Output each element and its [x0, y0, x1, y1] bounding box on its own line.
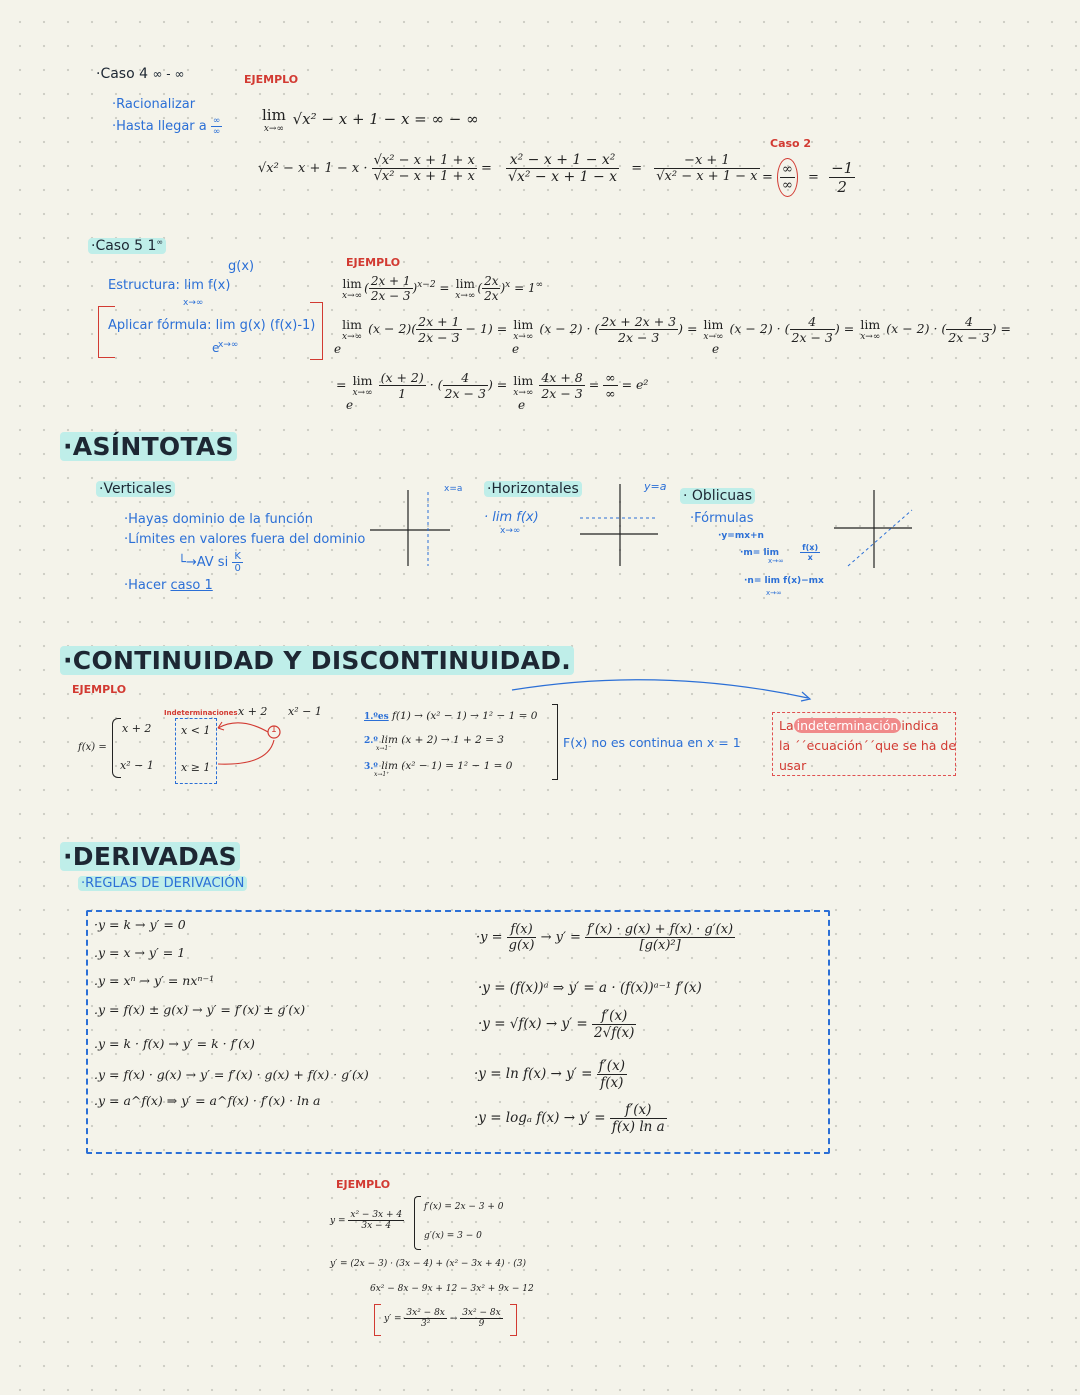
verticales-label: ·Verticales [96, 481, 175, 497]
horizontales-item1-sub: x→∞ [500, 526, 521, 536]
continuidad-step2-sub: x→1⁻ [376, 745, 392, 752]
derivadas-example-brace [414, 1196, 421, 1250]
caso5-row3-e2: e [518, 398, 526, 412]
piecewise-piece1: x + 2 [122, 722, 152, 735]
rule-power: .y = xⁿ → y′ = nxⁿ⁻¹ [94, 973, 215, 988]
rule-log: ·y = logₐ f(x) → y′ = $\frac{f'(x)}{\text{f(x) ln a}}$ [474, 1102, 665, 1135]
rule-identity: .y = x → y′ = 1 [94, 945, 186, 960]
rule-power-function: ·y = (f(x))ᵃ ⇒ y′ = a · (f(x))ᵃ⁻¹ f′(x) [478, 980, 702, 996]
caso5-row3-e1: e [346, 398, 354, 412]
continuidad-step2: 2.º lim (x + 2) → 1 + 2 = 3 [364, 734, 504, 746]
derivadas-subtitle: ·REGLAS DE DERIVACIÓN [78, 876, 247, 891]
header-piece1: x + 2 [238, 705, 268, 718]
oblicuas-n-sub: x→∞ [766, 589, 782, 597]
oblicuas-ymxn: ·y=mx+n [718, 531, 764, 541]
derivadas-example-function: y = $\frac{\text{x² − 3x + 4}}{3x - 4}$ [330, 1210, 403, 1231]
horizontales-item1: · lim f(x) [484, 510, 539, 525]
caso5-title: ·Caso 5 1∞ [88, 237, 166, 254]
ya-label: y=a [644, 480, 667, 493]
continuidad-arrow [510, 676, 820, 704]
steps-brace [552, 704, 558, 780]
verticales-item1: ·Hayas dominio de la función [124, 512, 313, 527]
derivadas-example-gprime: g′(x) = 3 − 0 [424, 1231, 482, 1241]
verticales-item2: ·Límites en valores fuera del dominio [124, 532, 366, 547]
oblicuas-n: ·n= lim f(x)−mx [744, 576, 824, 586]
caso4-limit-line: lim x→∞ √x² − x + 1 − x = ∞ − ∞ [262, 106, 479, 134]
caso5-gx: g(x) [228, 259, 255, 274]
vertical-asymptote-graph [370, 488, 460, 568]
continuidad-step3-sub: x→1⁺ [374, 771, 390, 778]
derivadas-example-line1: y′ = (2x − 3) · (3x − 4) + (x² − 3x + 4) · (3) [330, 1259, 526, 1269]
xa-label: x=a [444, 484, 463, 494]
caso2-label: Caso 2 [770, 137, 812, 150]
oblicuas-label: · Oblicuas [680, 488, 755, 504]
continuidad-step1: 1.ºes f(1) → (x² − 1) → 1² − 1 = 0 [364, 710, 538, 722]
caso4-ejemplo-label: EJEMPLO [244, 73, 299, 86]
continuidad-ejemplo-label: EJEMPLO [72, 683, 127, 696]
indet-circle-value: 1 [271, 725, 277, 735]
condition1: x < 1 [181, 724, 211, 737]
rule-product: .y = f(x) · g(x) → y′ = f′(x) · g(x) + f(x) · g′(x) [94, 1067, 369, 1082]
caso5-formula-base: e [212, 341, 220, 355]
caso5-formula: Aplicar fórmula: lim g(x) (f(x)-1) [108, 318, 316, 333]
continuidad-conclusion: F(x) no es continua en x = 1 [563, 735, 741, 750]
caso4-rationalize-line: √x² − x + 1 − x · $\frac{\text{√x² − x + 1 + x}}{\text{√x² − x + 1 + x}}$ = $\frac{\text{x² − x + 1 − x²}}{\text{√x² − x + 1 − x}}$ = $\frac{-x + 1}{\text{√x² − x + 1 − x}}$ [258, 152, 758, 185]
caso5-row2-e3: e [712, 342, 720, 356]
rule-sqrt: ·y = √f(x) → y′ = $\frac{f'(x)}{2√f(x)}$ [478, 1008, 635, 1041]
oblique-asymptote-graph [834, 490, 914, 570]
note-line3: usar [779, 758, 807, 773]
horizontal-asymptote-graph [580, 484, 660, 568]
rule-scalar: .y = k · f(x) → y′ = k · f′(x) [94, 1036, 255, 1051]
asintotas-title: ·ASÍNTOTAS [60, 432, 237, 461]
derivadas-example-result: y′ = $\frac{\text{3x² − 8x}}{\text{3²}}$ → $\frac{\text{3x² − 8x}}{9}$ [384, 1308, 501, 1329]
caso5-row1: lim x→∞ ( $\frac{2x + 1}{2x - 3}$ )$^{x-2}$ = lim x→∞ ( $\frac{2x}{2x}$ )$^x$ = 1∞ [342, 274, 544, 303]
rule-quotient: ·y = $\frac{f(x)}{g(x)}$ → y′ = $\frac{f'(x) \cdot g(x) + f(x) \cdot g'(x)}{\text{[g(x)²]}}$ [476, 922, 734, 953]
oblicuas-formulas: ·Fórmulas [690, 511, 754, 526]
caso5-estructura: Estructura: lim f(x) [108, 278, 231, 293]
note-line2: la ´´ecuación´´que se ha de [779, 738, 957, 753]
indeterminaciones-label: Indeterminaciones [164, 709, 238, 717]
caso5-estructura-sub: x→∞ [183, 298, 204, 308]
verticales-item4: ·Hacer caso 1 [124, 578, 213, 593]
horizontales-label: ·Horizontales [484, 481, 582, 497]
caso4-item-hasta: ·Hasta llegar a $\frac{\infty}{\infty}$ [112, 116, 221, 137]
result-bracket-left [374, 1304, 381, 1336]
derivadas-example-fprime: f′(x) = 2x − 3 + 0 [424, 1202, 504, 1212]
oblicuas-m: ·m= lim $\frac{f(x)}{x}$ [740, 543, 819, 562]
caso5-ejemplo-label: EJEMPLO [346, 256, 401, 269]
caso5-row2: lim x→∞ (x − 2)( $\frac{2x + 1}{2x - 3}$ − 1) = lim x→∞ (x − 2) · ( $\frac{2x + 2x + 3}{2x - 3}$ ) = lim x→∞ (x − 2) · ( $\frac{4}{2x - 3}$ ) = lim x→∞ (x − 2) · ( $\frac{4}{2x - 3}$ ) = [342, 314, 1011, 345]
piecewise-piece2: x² − 1 [120, 759, 154, 772]
derivadas-ejemplo-label: EJEMPLO [336, 1178, 391, 1191]
verticales-item3: └→AV si $\frac{K}{0}$ [178, 551, 241, 574]
header-piece2: x² − 1 [288, 705, 322, 718]
caso5-row3: = lim x→∞ $\frac{(x + 2)}{1}$ · ( $\frac{4}{2x - 3}$ ) = lim x→∞ $\frac{4x + 8}{2x - 3}$ = $\frac{\infty}{\infty}$ = e² [336, 370, 649, 401]
result-bracket-right [510, 1304, 517, 1336]
note-line1: La indeterminación indica [779, 718, 939, 733]
caso5-row2-e1: e [334, 342, 342, 356]
rule-constant: ·y = k → y′ = 0 [94, 917, 186, 932]
derivadas-title: ·DERIVADAS [60, 842, 240, 871]
caso5-row2-e2: e [512, 342, 520, 356]
continuidad-step3: 3.º lim (x² − 1) = 1² − 1 = 0 [364, 760, 513, 772]
rule-ln: ·y = ln f(x) → y′ = $\frac{f'(x)}{f(x)}$ [474, 1058, 625, 1091]
caso5-formula-sub: x→∞ [218, 340, 239, 350]
caso4-item-racionalizar: ·Racionalizar [112, 97, 196, 112]
caso4-result: = $\frac{\infty}{\infty}$ = $\frac{-1}{2}$ [762, 159, 854, 196]
indet-arrows [210, 718, 300, 770]
rule-exponential: .y = a^f(x) ⇒ y′ = a^f(x) · f′(x) · ln a [94, 1093, 321, 1108]
oblicuas-m-sub: x→∞ [768, 557, 784, 565]
condition2: x ≥ 1 [181, 761, 211, 774]
derivadas-example-line2: 6x² − 8x − 9x + 12 − 3x² + 9x − 12 [370, 1284, 534, 1294]
piecewise-fx: f(x) = [78, 742, 107, 753]
caso4-title: ·Caso 4 ∞ - ∞ [96, 66, 185, 82]
rule-sum: .y = f(x) ± g(x) → y′ = f′(x) ± g′(x) [94, 1002, 306, 1017]
continuidad-title: ·CONTINUIDAD Y DISCONTINUIDAD. [60, 646, 574, 675]
